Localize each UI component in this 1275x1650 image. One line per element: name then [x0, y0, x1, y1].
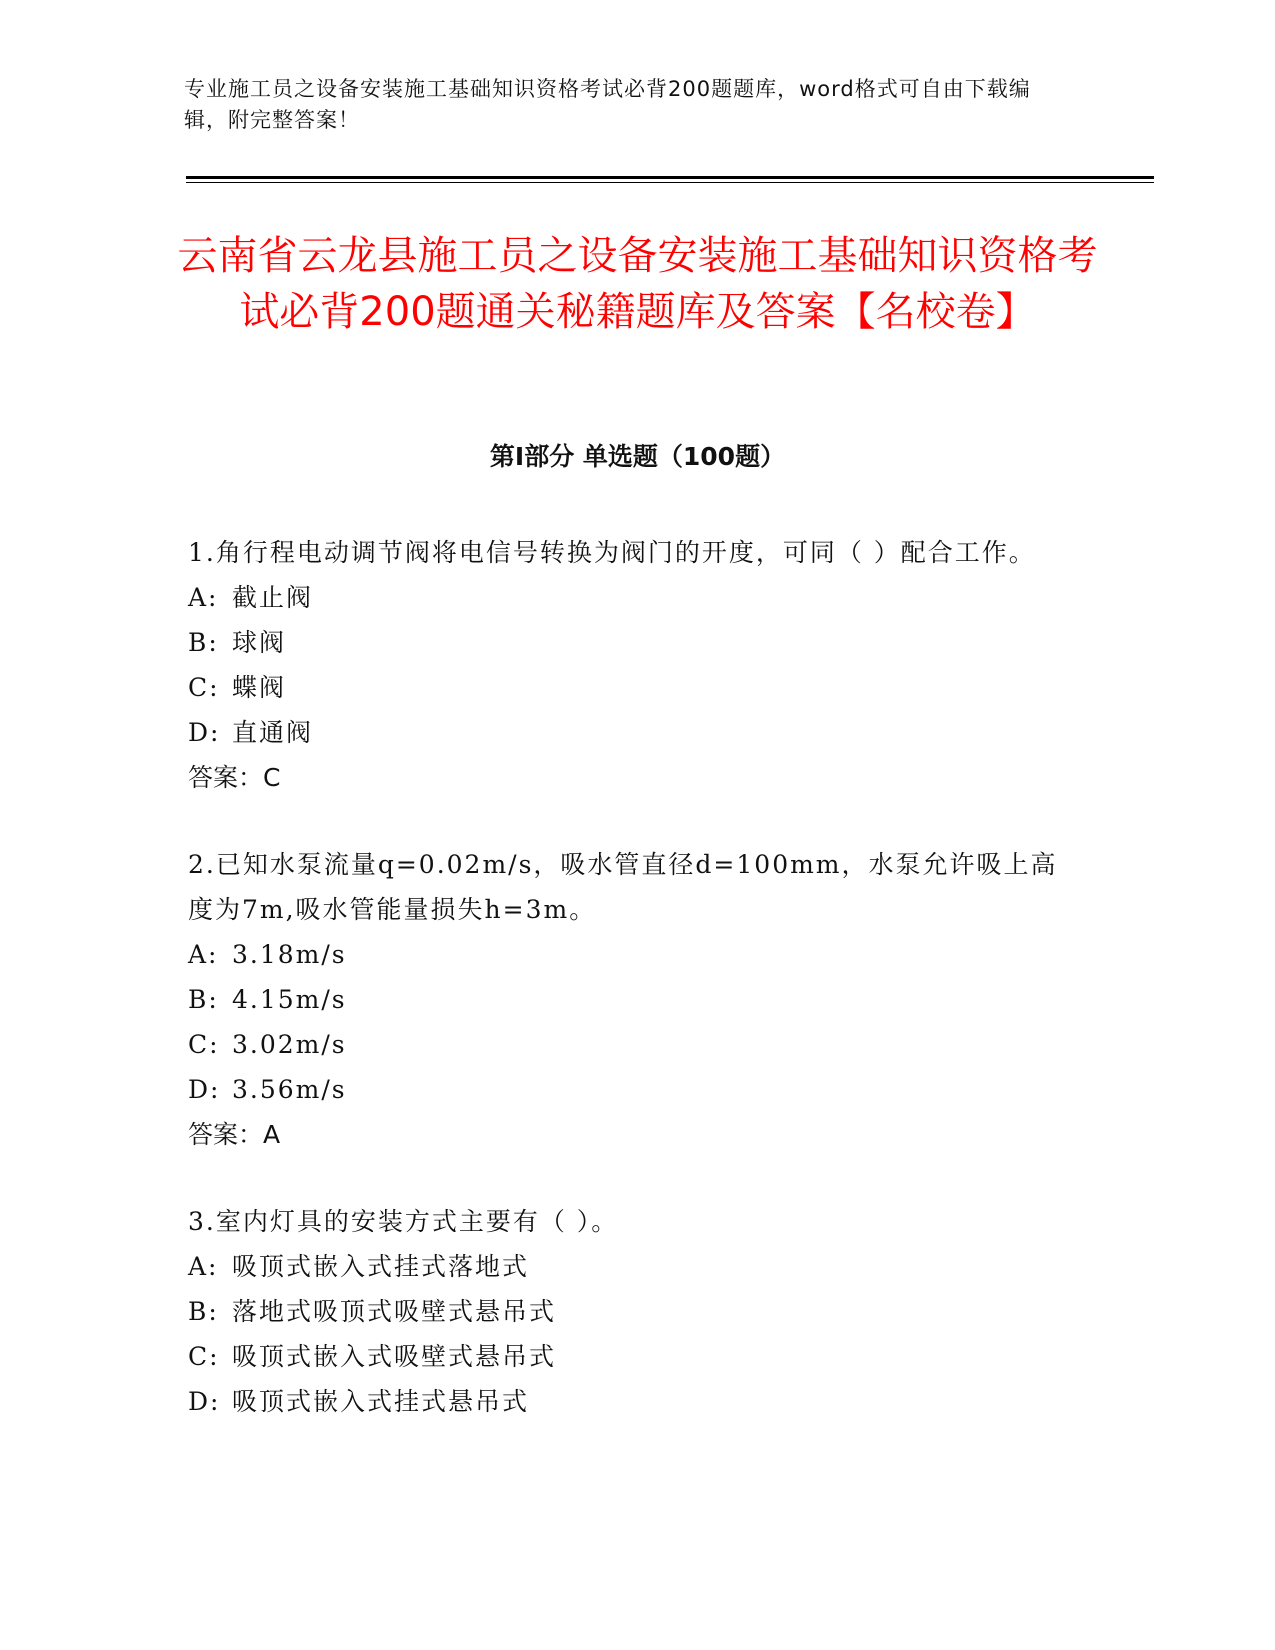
option-b	[188, 620, 1068, 665]
option-letter: D:	[188, 1075, 221, 1104]
option-letter: C:	[188, 1030, 220, 1059]
option-text: 蝶阀	[232, 673, 287, 702]
option-text: 落地式吸顶式吸壁式悬吊式	[232, 1297, 557, 1326]
option-text: 截止阀	[232, 583, 314, 612]
option-text: 4.15m/s	[232, 985, 347, 1014]
question-stem: 1.角行程电动调节阀将电信号转换为阀门的开度，可同（ ）配合工作。	[188, 538, 1036, 567]
question-stem: 3.室内灯具的安装方式主要有（ ）。	[188, 1207, 619, 1236]
option-text: 3.56m/s	[232, 1075, 347, 1104]
option-text: 吸顶式嵌入式吸壁式悬吊式	[232, 1342, 557, 1371]
header-divider-thin	[186, 182, 1154, 183]
option-letter: B:	[188, 628, 219, 657]
question-item	[188, 842, 1068, 1157]
section-heading: 第Ⅰ部分 单选题（100题）	[489, 442, 786, 471]
question-item	[188, 530, 1068, 800]
header-divider-thick	[186, 176, 1154, 179]
option-letter: B:	[188, 1297, 219, 1326]
option-letter: C:	[188, 1342, 220, 1371]
question-stem: 2.已知水泵流量q=0.02m/s，吸水管直径d=100mm，水泵允许吸上高度为7m,吸水管能量损失h=3m。	[188, 850, 1058, 924]
question-list	[188, 530, 1068, 1466]
header-note: 专业施工员之设备安装施工基础知识资格考试必背200题题库，word格式可自由下载编辑，附完整答案！	[184, 77, 1031, 132]
option-letter: D:	[188, 718, 221, 747]
option-b	[188, 1289, 1068, 1334]
option-letter: B:	[188, 985, 219, 1014]
document-title: 云南省云龙县施工员之设备安装施工基础知识资格考试必背200题通关秘籍题库及答案【名校卷】	[177, 233, 1098, 335]
option-letter: D:	[188, 1387, 221, 1416]
option-a	[188, 1244, 1068, 1289]
option-text: 球阀	[232, 628, 287, 657]
option-text: 3.18m/s	[232, 940, 347, 969]
option-text: 直通阀	[232, 718, 314, 747]
option-text: 吸顶式嵌入式挂式悬吊式	[232, 1387, 530, 1416]
option-a	[188, 932, 1068, 977]
option-c	[188, 1334, 1068, 1379]
option-letter: A:	[188, 940, 219, 969]
option-b	[188, 977, 1068, 1022]
option-d	[188, 1379, 1068, 1424]
option-letter: A:	[188, 583, 219, 612]
option-letter: C:	[188, 673, 220, 702]
option-c	[188, 1022, 1068, 1067]
question-item	[188, 1199, 1068, 1424]
option-c	[188, 665, 1068, 710]
answer-line: 答案：A	[188, 1120, 281, 1149]
answer-line: 答案：C	[188, 763, 281, 792]
option-d	[188, 1067, 1068, 1112]
option-d	[188, 710, 1068, 755]
option-text: 吸顶式嵌入式挂式落地式	[232, 1252, 530, 1281]
option-text: 3.02m/s	[232, 1030, 347, 1059]
option-a	[188, 575, 1068, 620]
option-letter: A:	[188, 1252, 219, 1281]
